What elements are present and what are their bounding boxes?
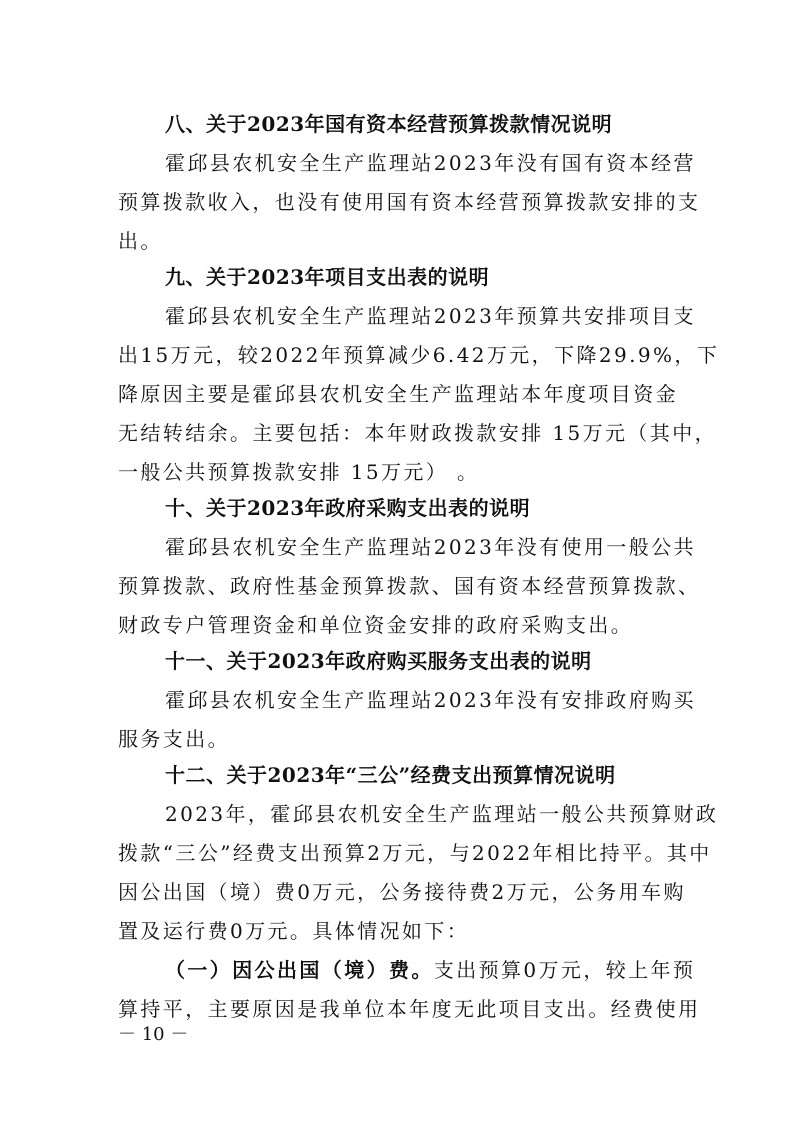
section-9-line-4: 无结转结余。主要包括：本年财政拨款安排 15万元（其中， <box>118 421 718 445</box>
section-8-line-1: 霍邱县农机安全生产监理站2023年没有国有资本经营 <box>165 151 696 175</box>
section-12-line-2: 拨款“三公”经费支出预算2万元，与2022年相比持平。其中 <box>118 841 712 865</box>
page-number: － 10 － <box>118 1024 189 1045</box>
section-8-line-3: 出。 <box>118 229 163 253</box>
section-12-heading: 十二、关于2023年“三公”经费支出预算情况说明 <box>165 763 616 787</box>
section-11-line-1: 霍邱县农机安全生产监理站2023年没有安排政府购买 <box>165 688 696 712</box>
subsection-1-line-1 <box>165 954 695 983</box>
section-8-heading: 八、关于2023年国有资本经营预算拨款情况说明 <box>165 112 613 136</box>
subsection-1-title: （一）因公出国（境）费。 <box>165 958 434 982</box>
section-12-line-3: 因公出国（境）费0万元，公务接待费2万元，公务用车购 <box>118 880 686 904</box>
subsection-1-line-2: 算持平，主要原因是我单位本年度无此项目支出。经费使用 <box>118 997 701 1021</box>
section-10-line-2: 预算拨款、政府性基金预算拨款、国有资本经营预算拨款、 <box>118 574 701 598</box>
section-9-line-1: 霍邱县农机安全生产监理站2023年预算共安排项目支 <box>165 304 696 328</box>
section-10-line-1: 霍邱县农机安全生产监理站2023年没有使用一般公共 <box>165 535 696 559</box>
section-12-line-4: 置及运行费0万元。具体情况如下： <box>118 919 470 943</box>
section-11-line-2: 服务支出。 <box>118 727 230 751</box>
section-9-line-2: 出15万元，较2022年预算减少6.42万元，下降29.9%，下 <box>118 343 720 367</box>
section-9-line-5: 一般公共预算拨款安排 15万元） 。 <box>118 460 480 484</box>
section-12-line-1: 2023年，霍邱县农机安全生产监理站一般公共预算财政 <box>165 802 719 826</box>
section-10-heading: 十、关于2023年政府采购支出表的说明 <box>165 496 531 520</box>
section-11-heading: 十一、关于2023年政府购买服务支出表的说明 <box>165 649 592 673</box>
section-8-line-2: 预算拨款收入，也没有使用国有资本经营预算拨款安排的支 <box>118 190 701 214</box>
section-10-line-3: 财政专户管理资金和单位资金安排的政府采购支出。 <box>118 613 634 637</box>
subsection-1-line-1-text: 支出预算0万元，较上年预 <box>433 958 696 982</box>
section-9-line-3: 降原因主要是霍邱县农机安全生产监理站本年度项目资金 <box>118 382 678 406</box>
section-9-heading: 九、关于2023年项目支出表的说明 <box>165 265 490 289</box>
